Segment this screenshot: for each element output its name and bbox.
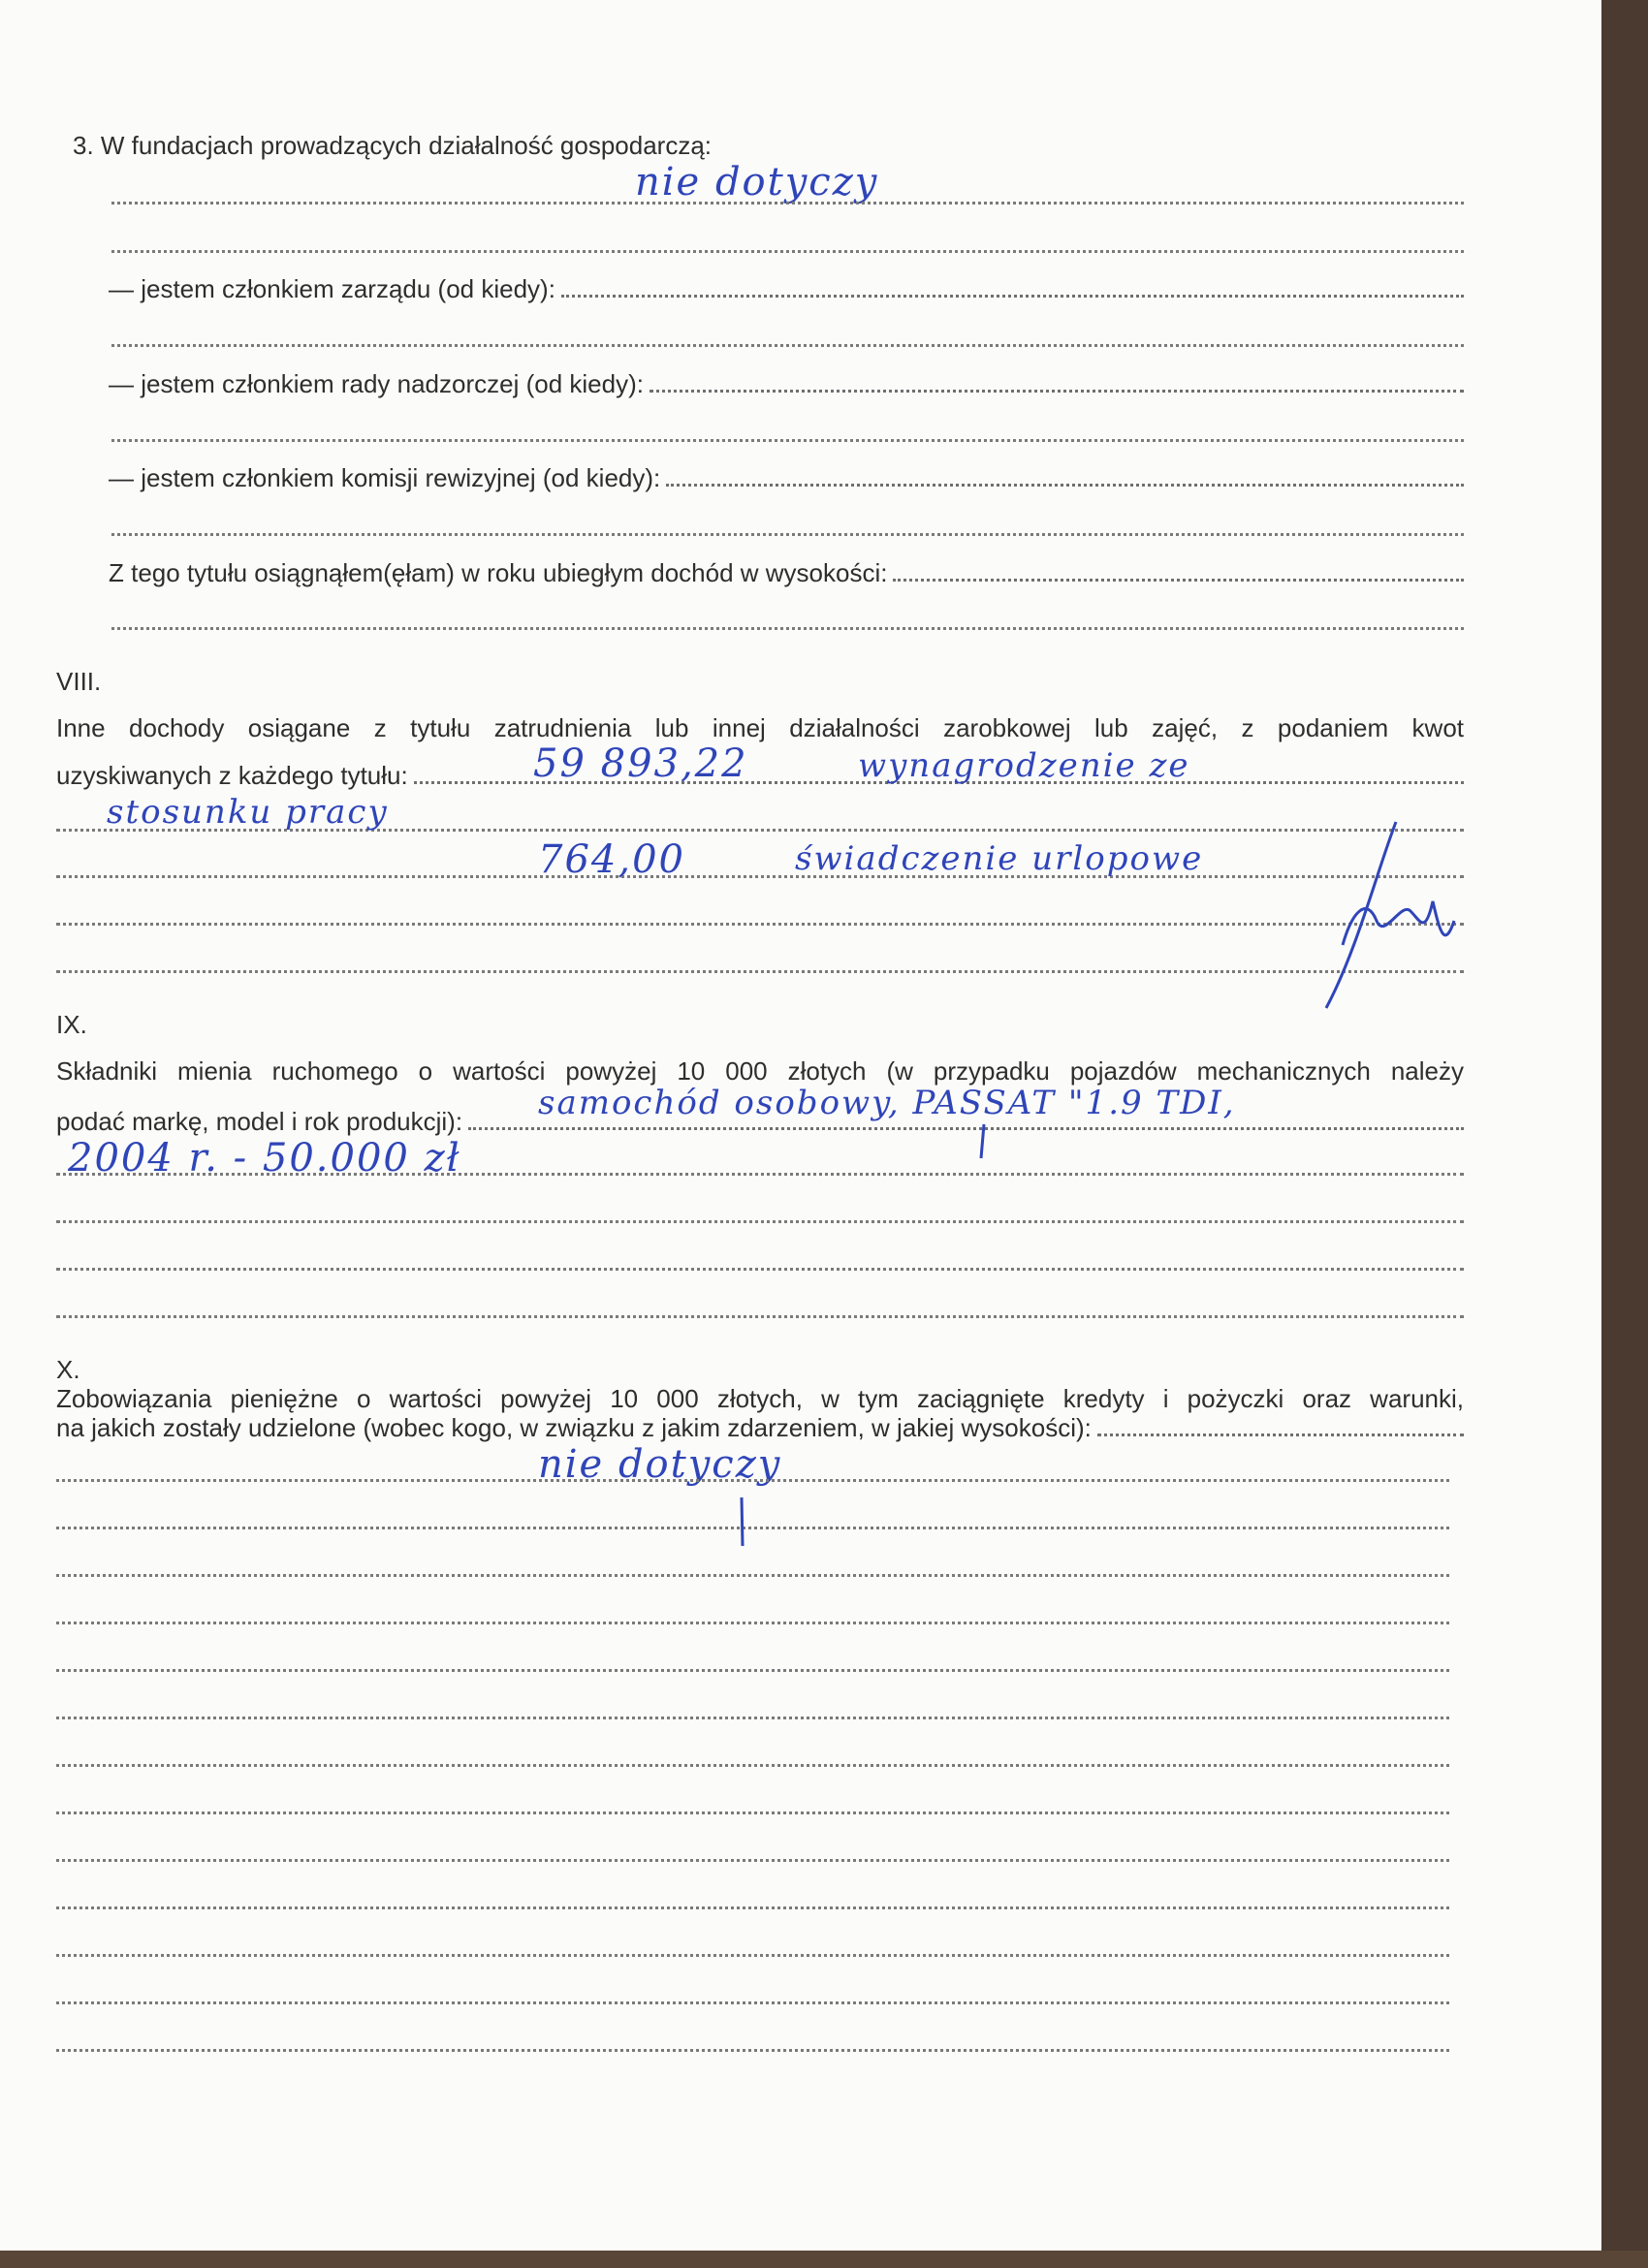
section10-heading: X. [56,1355,80,1384]
hw-vehicle: samochód osobowy, PASSAT "1.9 TDI, [538,1084,1236,1122]
section8-heading: VIII. [56,667,102,696]
hw-amount-salary: 59 893,22 [533,741,748,786]
section8-text-line1: Inne dochody osiągane z tytułu zatrudnienia lub innej działalności zarobkowej lub zajęć, z podaniem kwot [56,713,1464,742]
section8-text-line2: uzyskiwanych z każdego tytułu: [56,761,1464,790]
dash-stroke [1326,822,1396,1008]
supervisory-member-line: — jestem członkiem rady nadzorczej (od kiedy): [109,369,1464,398]
section9-text-line1: Składniki mienia ruchomego o wartości powyżej 10 000 złotych (w przypadku pojazdów mechanicznych należy [56,1056,1464,1086]
section9-text-line2: podać markę, model i rok produkcji): [56,1107,1464,1136]
hw-amount-holiday: 764,00 [538,837,685,882]
hw-desc-salary-a: wynagrodzenie ze [858,746,1190,785]
board-member-line: — jestem członkiem zarządu (od kiedy): [109,274,1464,303]
signature-initials [1343,901,1454,945]
income-line: Z tego tytułu osiągnąłem(ęłam) w roku ubiegłym dochód w wysokości: [109,558,1464,587]
scan-edge [0,2251,1648,2268]
audit-member-line: — jestem członkiem komisji rewizyjnej (od kiedy): [109,463,1464,492]
pen-stroke [981,1124,984,1158]
hw-desc-salary-b: stosunku pracy [107,793,389,832]
section10-text-line2: na jakich zostały udzielone (wobec kogo, w związku z jakim zdarzeniem, w jakiej wysokości): [56,1413,1464,1442]
section10-text-line1: Zobowiązania pieniężne o wartości powyżej 10 000 złotych, w tym zaciągnięte kredyty i pożyczki oraz warunki, [56,1384,1464,1413]
section9-heading: IX. [56,1010,87,1039]
section10-handwritten: nie dotyczy [538,1442,782,1487]
section3-handwritten: nie dotyczy [635,160,879,205]
section3-title: 3. W fundacjach prowadzących działalność gospodarczą: [73,131,713,160]
hw-vehicle-year-value: 2004 r. - 50.000 zł [68,1136,461,1181]
pen-stroke [742,1497,743,1546]
hw-desc-holiday: świadczenie urlopowe [795,839,1204,878]
